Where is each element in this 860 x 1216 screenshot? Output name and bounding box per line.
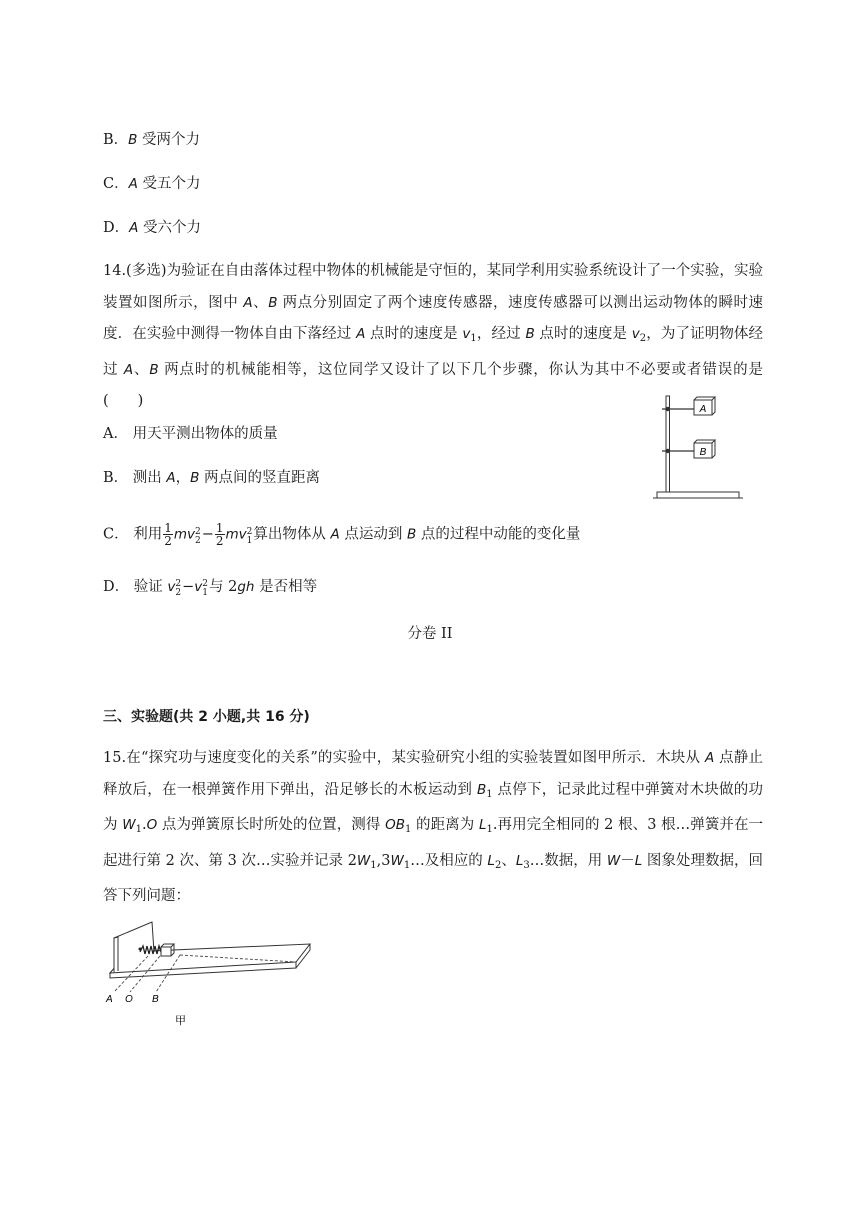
q14-apparatus-figure [650,392,750,504]
section3-heading: 三、实验题(共 2 小题,共 16 分) [103,709,310,725]
svg-text:B: B [152,994,159,1005]
fraction-one-half: $\frac{1}{2}$ [164,521,172,548]
q14-option-b: B． 测出 A，B 两点间的竖直距离 [103,470,320,486]
q13-option-c: C．A 受五个力 [103,176,201,192]
sensor-a-icon [694,397,715,415]
q14-stem: 14.(多选)为验证在自由落体过程中物体的机械能是守恒的，某同学利用实验系统设计了一个实验，实验装置如图所示，图中 A、B 两点分别固定了两个速度传感器，速度传感器可以测出运动物体的瞬时速度．在实验中测得一物体自由下落经过 A 点时的速度是 $v_1$，经过 B 点时的速度是 $v_2$，为了证明物体经过 A、B 两点时的机械能相等，这位同学又设计了以下几个步骤，你认为其中不必要或者错误的是( ) [103,263,764,409]
q13-option-b: B．B 受两个力 [103,132,201,148]
section-title: 分卷 II [407,626,453,642]
q13-option-d: D．A 受六个力 [103,220,201,236]
svg-text:A: A [699,404,707,415]
q14-option-d: D． 验证 v 2 2 −v 2 1 与 2gh 是否相等 [103,579,318,598]
svg-text:A: A [106,994,113,1005]
fraction-one-half-2: $\frac{1}{2}$ [215,521,224,548]
q14-option-c: C． 利用 $\frac{1}{2}$ mv 2 2 − $\frac{1}{2}$ mv 2 1 算出物体从 A 点运动到 B 点的过程中动能的变化量 [103,521,581,548]
q15-apparatus-figure [100,918,315,1028]
q14-option-a: A． 用天平测出物体的质量 [103,426,278,442]
svg-text:甲: 甲 [175,1014,186,1027]
svg-text:B: B [699,447,707,458]
q15-stem: 15.在“探究功与速度变化的关系”的实验中，某实验研究小组的实验装置如图甲所示．木块从 A 点静止释放后，在一根弹簧作用下弹出，沿足够长的木板运动到 $B_1$ 点停下，记录此过程中弹簧对木块做的功为 $W_1.O$ 点为弹簧原长时所处的位置，测得 $OB_1$ 的距离为 $L_1$.再用完全相同的 2 根、3 根…弹簧并在一起进行第 2 次、第 3 次…实验并记录 $2W_1,3W_1\dots$及相应的 $L_2$、$L_3\dots$数据，用 W－L 图象处理数据，回答下列问题： [103,750,764,904]
svg-text:O: O [125,994,133,1005]
sensor-b-icon [694,440,715,458]
